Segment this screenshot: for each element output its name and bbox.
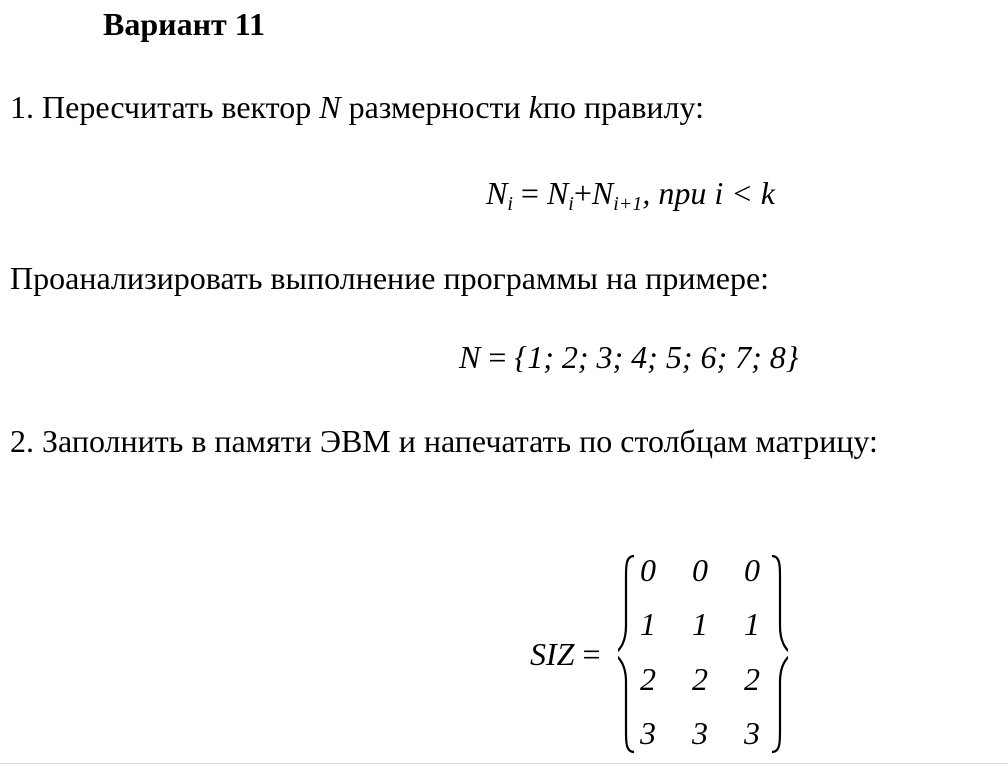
formula-plus: + xyxy=(573,175,592,211)
formula-index-right-2: i+1 xyxy=(613,193,643,215)
page-bottom-rule xyxy=(0,763,1008,764)
matrix-name: SIZ xyxy=(530,636,575,672)
dimension-k-symbol: k xyxy=(528,89,543,125)
example-vector-name: N xyxy=(459,339,481,375)
task-1-suffix: по правилу: xyxy=(542,89,704,125)
formula-n-left: N xyxy=(486,175,508,211)
recalculation-formula xyxy=(486,173,775,213)
matrix-cell-r4-c2: 3 xyxy=(692,715,708,751)
task-2-text: 2. Заполнить в памяти ЭВМ и напечатать по столбцам матрицу: xyxy=(10,423,878,459)
matrix-cell-r2-c2: 1 xyxy=(692,606,708,642)
matrix-cell-r3-c3: 2 xyxy=(744,661,760,697)
variant-title: Вариант 11 xyxy=(103,6,265,42)
vector-n-symbol: N xyxy=(319,89,341,125)
example-vector xyxy=(459,337,799,377)
task-1-text xyxy=(10,87,704,127)
formula-condition: , при i < k xyxy=(642,175,775,211)
matrix-equals: = xyxy=(574,636,601,672)
matrix-cell-r3-c1: 2 xyxy=(640,661,656,697)
formula-n-right-1: N xyxy=(546,175,569,211)
matrix-cell-r2-c3: 1 xyxy=(744,606,760,642)
task-1-prefix: 1. Пересчитать вектор xyxy=(10,89,320,125)
task-1-middle: размерности xyxy=(340,89,529,125)
matrix-cell-r4-c3: 3 xyxy=(744,715,760,751)
example-vector-equals: = xyxy=(480,339,515,375)
matrix-cell-r2-c1: 1 xyxy=(640,606,656,642)
matrix-cell-r4-c1: 3 xyxy=(640,715,656,751)
matrix-cell-r3-c2: 2 xyxy=(692,661,708,697)
formula-index-right-1: i xyxy=(568,193,574,215)
formula-equals: = xyxy=(512,175,547,211)
matrix-cell-r1-c3: 0 xyxy=(744,552,760,588)
siz-matrix xyxy=(530,548,790,758)
right-brace xyxy=(772,556,788,752)
formula-index-left: i xyxy=(507,193,513,215)
matrix-label xyxy=(530,634,601,674)
matrix-cell-r1-c2: 0 xyxy=(692,552,708,588)
matrix-cell-r1-c1: 0 xyxy=(640,552,656,588)
example-vector-values: {1; 2; 3; 4; 5; 6; 7; 8} xyxy=(514,339,799,375)
analysis-instruction: Проанализировать выполнение программы на примере: xyxy=(10,260,770,296)
formula-n-right-2: N xyxy=(591,175,614,211)
